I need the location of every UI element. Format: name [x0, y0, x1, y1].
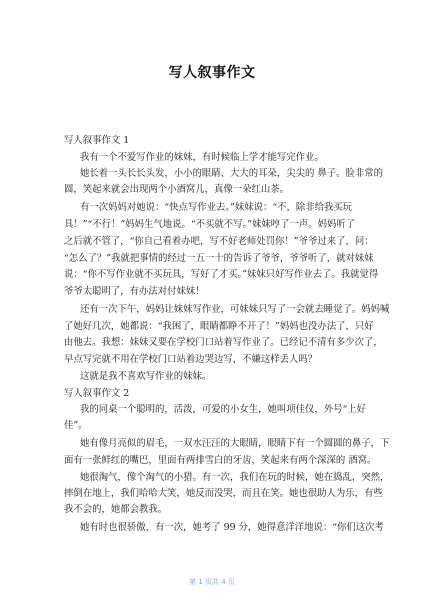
- paragraph-line: 这就是我不喜欢写作业的妹妹。: [80, 371, 212, 382]
- paragraph-line: 我不会的，她都会教我。: [64, 504, 168, 515]
- paragraph-line: 她长着一头长长头发，小小的眼睛、大大的耳朵，尖尖的 鼻子。脸非常的: [80, 168, 383, 179]
- paragraph-line: 佳”。: [64, 420, 88, 431]
- page-title: 写人叙事作文: [168, 65, 256, 81]
- paragraph-line: 摔倒在地上，我们哈哈大笑，她反而没哭，而且在笑。她也很助人为乐，有些: [64, 488, 383, 499]
- paragraph-line: 圆，笑起来就会出现两个小酒窝儿，真像一朵红山茶。: [64, 184, 290, 195]
- section-heading: 写人叙事作文 1: [64, 135, 130, 146]
- paragraph-line: 我的同桌一个聪明的，活泼，可爱的小女生，她叫项佳仪，外号“上好: [80, 404, 367, 415]
- paragraph-line: 具！”“不行！”妈妈生气地说。“不买就不写。”妹妹哼了一声。妈妈听了: [64, 219, 356, 230]
- paragraph-line: 她有时也很骄傲，有一次，她考了 99 分，她得意洋洋地说：“你们这次考: [80, 522, 384, 533]
- paragraph-line: 早点写完就不用在学校门口站着边哭边写，不嫌这样丢人吗？: [64, 354, 318, 365]
- paragraph-line: 我有一个不爱写作业的妹妹，有时候临上学才能写完作业。: [80, 152, 324, 163]
- paragraph-line: 由他去。我想：妹妹又要在学校门口站着写作业了。已经记不清有多少次了，: [64, 337, 383, 348]
- page-footer: 第 1 页共 4 页: [189, 578, 235, 586]
- section-heading: 写人叙事作文 2: [64, 388, 130, 399]
- paragraph-line: 她很淘气，像个淘气的小猎。有一次，我们在玩的时候，她在捣乱，突然，: [80, 472, 390, 483]
- paragraph-line: 爷爷太聪明了，有办法对付妹妹！: [64, 286, 205, 297]
- paragraph-line: 说：“你不写作业就不买玩具，写好了才买。”妹妹只好写作业去了。我就觉得: [64, 269, 379, 280]
- paragraph-line: 之后就不管了，“你自己看着办吧，写不好老师处罚你！”爷爷过来了，问：: [64, 236, 374, 247]
- paragraph-line: 了她好几次，她都说：“我困了，眼睛都睁不开了！”妈妈也没办法了，只好: [64, 321, 374, 332]
- paragraph-line: “怎么了？”我就把事情的经过一五一十的告诉了爷爷，爷爷听了，就对妹妹: [64, 253, 374, 264]
- paragraph-line: 面有一张鲜红的嘴巴，里面有两排雪白的牙齿，笑起来有两个深深的 酒窝。: [64, 455, 377, 466]
- paragraph-line: 有一次妈妈对她说：“快点写作业去。”妹妹说：“不，除非给我买玩: [80, 202, 353, 213]
- paragraph-line: 她有像月亮似的眉毛，一双水汪汪的大眼睛，眼睛下有一个圆圆的鼻子，下: [80, 438, 390, 449]
- paragraph-line: 还有一次下午，妈妈让妹妹写作业，可妹妹只写了一会就去睡觉了。妈妈喊: [80, 304, 390, 315]
